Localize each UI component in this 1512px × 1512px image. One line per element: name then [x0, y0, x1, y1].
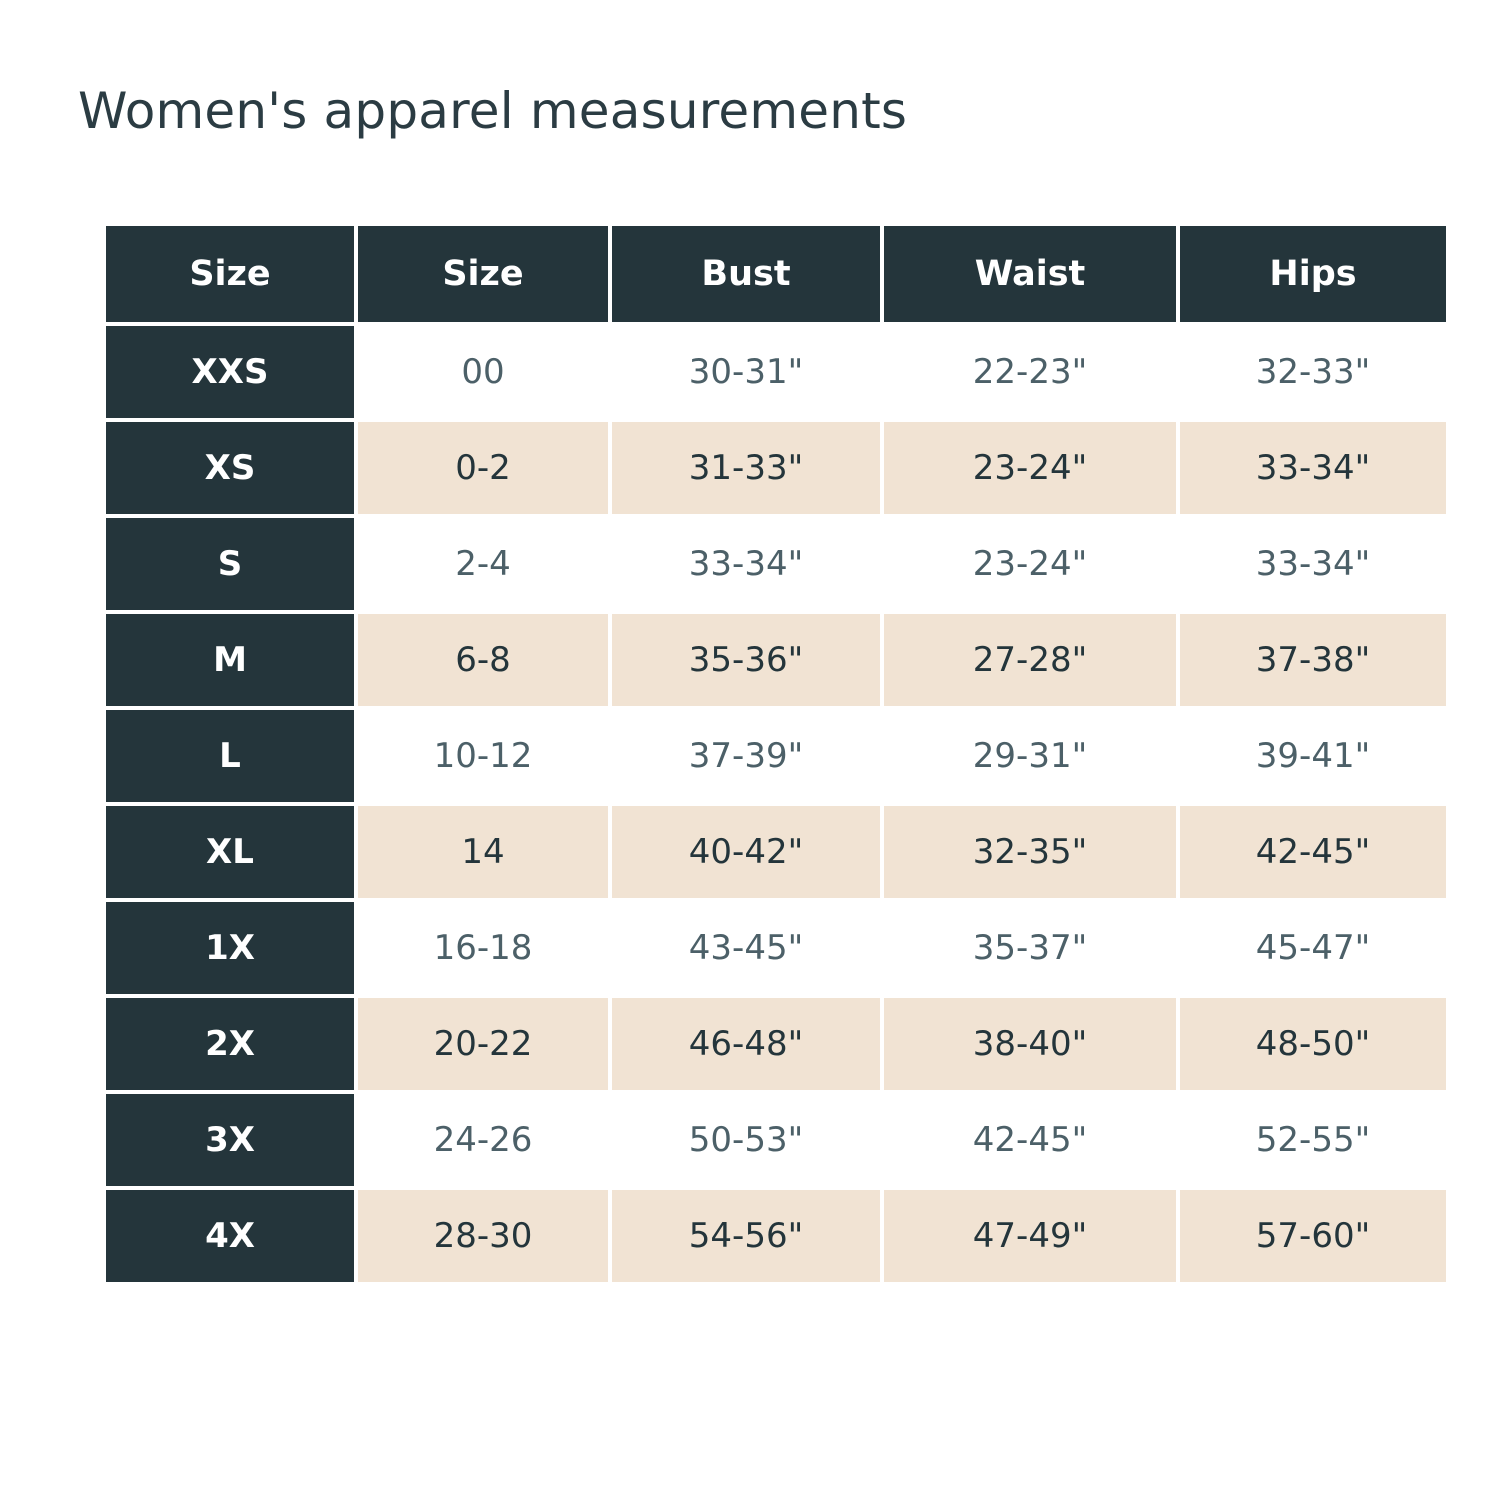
cell-waist: 22-23" — [884, 326, 1176, 418]
table-row — [106, 998, 1446, 1090]
cell-size-numeric: 24-26 — [358, 1094, 608, 1186]
cell-waist: 23-24" — [884, 518, 1176, 610]
cell-waist: 27-28" — [884, 614, 1176, 706]
cell-size-numeric: 6-8 — [358, 614, 608, 706]
cell-size-numeric: 10-12 — [358, 710, 608, 802]
cell-size-numeric: 14 — [358, 806, 608, 898]
cell-bust: 43-45" — [612, 902, 880, 994]
cell-bust: 46-48" — [612, 998, 880, 1090]
cell-waist: 38-40" — [884, 998, 1176, 1090]
cell-size-label: XL — [106, 806, 354, 898]
cell-size-label: 3X — [106, 1094, 354, 1186]
table-header — [106, 226, 1446, 322]
cell-size-label: 1X — [106, 902, 354, 994]
column-header-bust: Bust — [612, 226, 880, 322]
table-row — [106, 518, 1446, 610]
cell-waist: 23-24" — [884, 422, 1176, 514]
cell-hips: 57-60" — [1180, 1190, 1446, 1282]
cell-size-numeric: 00 — [358, 326, 608, 418]
cell-bust: 50-53" — [612, 1094, 880, 1186]
column-header-waist: Waist — [884, 226, 1176, 322]
cell-hips: 42-45" — [1180, 806, 1446, 898]
table-row — [106, 1190, 1446, 1282]
cell-size-numeric: 28-30 — [358, 1190, 608, 1282]
column-header-hips: Hips — [1180, 226, 1446, 322]
cell-size-label: S — [106, 518, 354, 610]
cell-size-numeric: 2-4 — [358, 518, 608, 610]
column-header-size-letter: Size — [106, 226, 354, 322]
cell-size-label: XXS — [106, 326, 354, 418]
cell-size-label: L — [106, 710, 354, 802]
cell-hips: 37-38" — [1180, 614, 1446, 706]
column-header-size-numeric: Size — [358, 226, 608, 322]
cell-size-label: 4X — [106, 1190, 354, 1282]
cell-hips: 48-50" — [1180, 998, 1446, 1090]
cell-bust: 30-31" — [612, 326, 880, 418]
cell-bust: 40-42" — [612, 806, 880, 898]
cell-bust: 31-33" — [612, 422, 880, 514]
table-row — [106, 710, 1446, 802]
table-row — [106, 422, 1446, 514]
cell-hips: 39-41" — [1180, 710, 1446, 802]
size-measurements-table — [102, 222, 1450, 1286]
table-row — [106, 326, 1446, 418]
table-body — [106, 326, 1446, 1282]
cell-size-numeric: 20-22 — [358, 998, 608, 1090]
page-title: Women's apparel measurements — [78, 82, 908, 140]
cell-hips: 33-34" — [1180, 518, 1446, 610]
cell-waist: 35-37" — [884, 902, 1176, 994]
cell-hips: 52-55" — [1180, 1094, 1446, 1186]
cell-waist: 32-35" — [884, 806, 1176, 898]
cell-bust: 54-56" — [612, 1190, 880, 1282]
cell-bust: 35-36" — [612, 614, 880, 706]
cell-bust: 37-39" — [612, 710, 880, 802]
table-row — [106, 902, 1446, 994]
cell-waist: 47-49" — [884, 1190, 1176, 1282]
cell-bust: 33-34" — [612, 518, 880, 610]
cell-size-label: XS — [106, 422, 354, 514]
cell-size-numeric: 16-18 — [358, 902, 608, 994]
cell-size-numeric: 0-2 — [358, 422, 608, 514]
cell-waist: 42-45" — [884, 1094, 1176, 1186]
cell-waist: 29-31" — [884, 710, 1176, 802]
cell-hips: 45-47" — [1180, 902, 1446, 994]
table-row — [106, 1094, 1446, 1186]
cell-hips: 32-33" — [1180, 326, 1446, 418]
table-header-row — [106, 226, 1446, 322]
cell-hips: 33-34" — [1180, 422, 1446, 514]
cell-size-label: 2X — [106, 998, 354, 1090]
table-row — [106, 806, 1446, 898]
cell-size-label: M — [106, 614, 354, 706]
table-row — [106, 614, 1446, 706]
